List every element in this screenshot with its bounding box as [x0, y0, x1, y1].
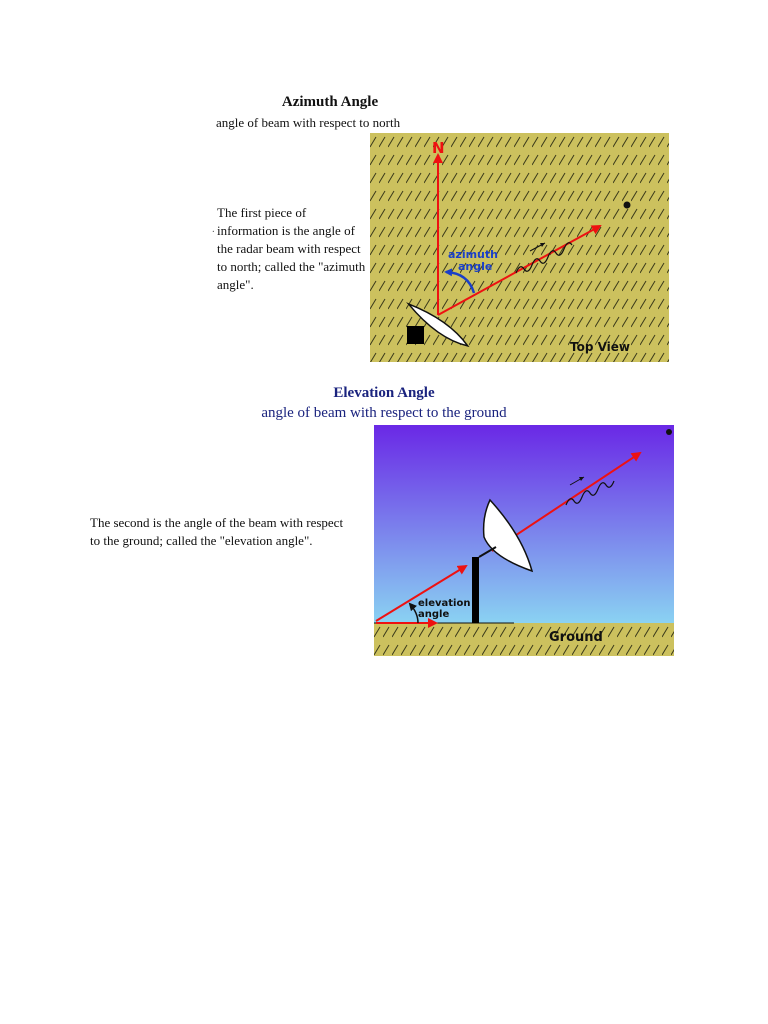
radar-mast — [472, 557, 479, 623]
elevation-angle-label-1: elevation — [418, 598, 471, 609]
elevation-figure — [374, 425, 674, 656]
azimuth-bullet-dot: . — [212, 223, 215, 235]
sky-background — [374, 425, 674, 623]
north-label: N — [432, 139, 445, 157]
ground-label: Ground — [549, 630, 603, 645]
elevation-target-dot — [666, 429, 672, 435]
elevation-title: Elevation Angle — [333, 385, 435, 401]
elevation-angle-label-2: angle — [418, 609, 450, 620]
elevation-description: The second is the angle of the beam with respect to the ground; called the "elevation angle". — [90, 515, 344, 548]
elevation-subtitle: angle of beam with respect to the ground — [261, 405, 507, 421]
azimuth-description: The first piece of information is the angle of the radar beam with respect to north; called the "azimuth angle". — [217, 205, 366, 292]
radar-base — [407, 326, 424, 344]
azimuth-angle-label-1: azimuth — [448, 248, 498, 261]
azimuth-subtitle: angle of beam with respect to north — [216, 115, 401, 130]
top-view-label: Top View — [570, 340, 631, 354]
azimuth-title: Azimuth Angle — [281, 94, 379, 110]
azimuth-angle-label-2: angle — [458, 260, 493, 273]
elevation-ground-hatch — [374, 623, 674, 656]
target-dot — [624, 202, 631, 209]
azimuth-figure — [370, 133, 669, 362]
